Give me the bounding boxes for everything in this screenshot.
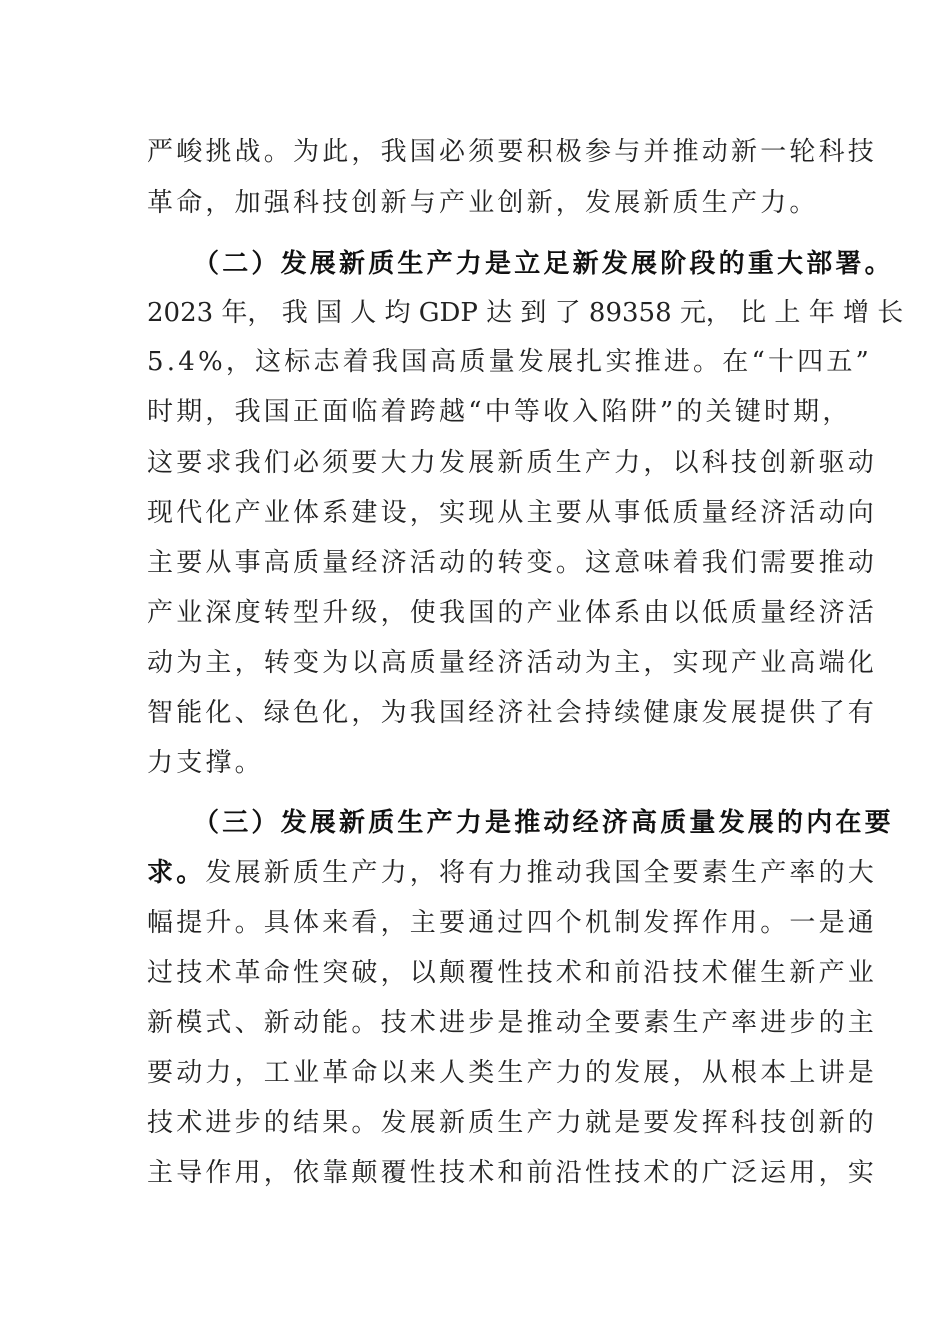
- text-line: 技术进步的结果。发展新质生产力就是要发挥科技创新的: [147, 1108, 878, 1138]
- text-line: 力支撑。: [147, 748, 264, 778]
- text-line: 幅提升。具体来看，主要通过四个机制发挥作用。一是通: [147, 908, 878, 938]
- text-line: [147, 847, 878, 899]
- text-line: 2023 年， 我 国 人 均 GDP 达 到 了 89358 元， 比 上 年 增 长: [147, 298, 904, 328]
- text-line-body: 发展新质生产力，将有力推动我国全要素生产率的大: [205, 858, 878, 888]
- text-line: 智能化、绿色化，为我国经济社会持续健康发展提供了有: [147, 698, 878, 728]
- text-line: 时期，我国正面临着跨越“中等收入陷阱”的关键时期，: [147, 397, 852, 427]
- text-line: 革命，加强科技创新与产业创新，发展新质生产力。: [147, 188, 819, 218]
- text-line: 主要从事高质量经济活动的转变。这意味着我们需要推动: [147, 548, 878, 578]
- section-heading-3-end: 求。: [147, 858, 206, 888]
- text-line: 新模式、新动能。技术进步是推动全要素生产率进步的主: [147, 1008, 878, 1038]
- text-line: 动为主，转变为以高质量经济活动为主，实现产业高端化: [147, 648, 878, 678]
- text-line: 主导作用，依靠颠覆性技术和前沿性技术的广泛运用，实: [147, 1158, 878, 1188]
- section-heading-2: （二）发展新质生产力是立足新发展阶段的重大部署。: [193, 249, 894, 279]
- text-line: 5.4%，这标志着我国高质量发展扎实推进。在“十四五”: [147, 347, 873, 377]
- text-line: 严峻挑战。为此，我国必须要积极参与并推动新一轮科技: [147, 137, 878, 167]
- text-line: 过技术革命性突破，以颠覆性技术和前沿技术催生新产业: [147, 958, 878, 988]
- text-line: 这要求我们必须要大力发展新质生产力，以科技创新驱动: [147, 448, 878, 478]
- text-line: 产业深度转型升级，使我国的产业体系由以低质量经济活: [147, 598, 878, 628]
- section-heading-3: （三）发展新质生产力是推动经济高质量发展的内在要: [193, 808, 894, 838]
- text-line: 现代化产业体系建设，实现从主要从事低质量经济活动向: [147, 498, 878, 528]
- text-line: 要动力，工业革命以来人类生产力的发展，从根本上讲是: [147, 1058, 878, 1088]
